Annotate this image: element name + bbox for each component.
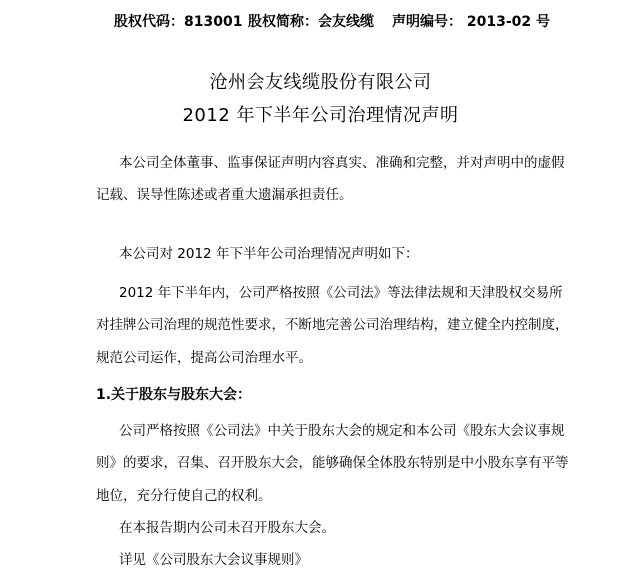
paragraph-governance-line-1: 2012 年下半年内，公司严格按照《公司法》等法律法规和天津股权交易所 bbox=[119, 285, 563, 301]
paragraph-see-rules: 详见《公司股东大会议事规则》 bbox=[119, 552, 308, 568]
paragraph-shareholders-line-2: 则》的要求，召集、召开股东大会，能够确保全体股东特别是中小股东享有平等 bbox=[96, 455, 569, 471]
section-heading-shareholders: 1.关于股东与股东大会： bbox=[96, 387, 252, 403]
paragraph-governance-line-2: 对挂牌公司治理的规范性要求，不断地完善公司治理结构，建立健全内控制度， bbox=[96, 317, 569, 333]
stock-abbreviation: 股权简称：会友线缆 bbox=[248, 14, 374, 30]
paragraph-disclaimer-line-1: 本公司全体董事、监事保证声明内容真实、准确和完整，并对声明中的虚假 bbox=[119, 155, 565, 171]
paragraph-shareholders-line-3: 地位，充分行使自己的权利。 bbox=[96, 488, 272, 504]
paragraph-intro: 本公司对 2012 年下半年公司治理情况声明如下： bbox=[119, 246, 419, 262]
paragraph-governance-line-3: 规范公司运作，提高公司治理水平。 bbox=[96, 350, 312, 366]
paragraph-no-meeting: 在本报告期内公司未召开股东大会。 bbox=[119, 520, 335, 536]
document-title: 2012 年下半年公司治理情况声明 bbox=[182, 105, 459, 126]
company-name-title: 沧州会友线缆股份有限公司 bbox=[209, 72, 432, 93]
paragraph-shareholders-line-1: 公司严格按照《公司法》中关于股东大会的规定和本公司《股东大会议事规 bbox=[119, 423, 565, 439]
paragraph-disclaimer-line-2: 记载、误导性陈述或者重大遗漏承担责任。 bbox=[96, 187, 353, 203]
statement-number: 声明编号： 2013-02 号 bbox=[392, 14, 551, 30]
stock-code: 股权代码：813001 bbox=[114, 14, 243, 30]
